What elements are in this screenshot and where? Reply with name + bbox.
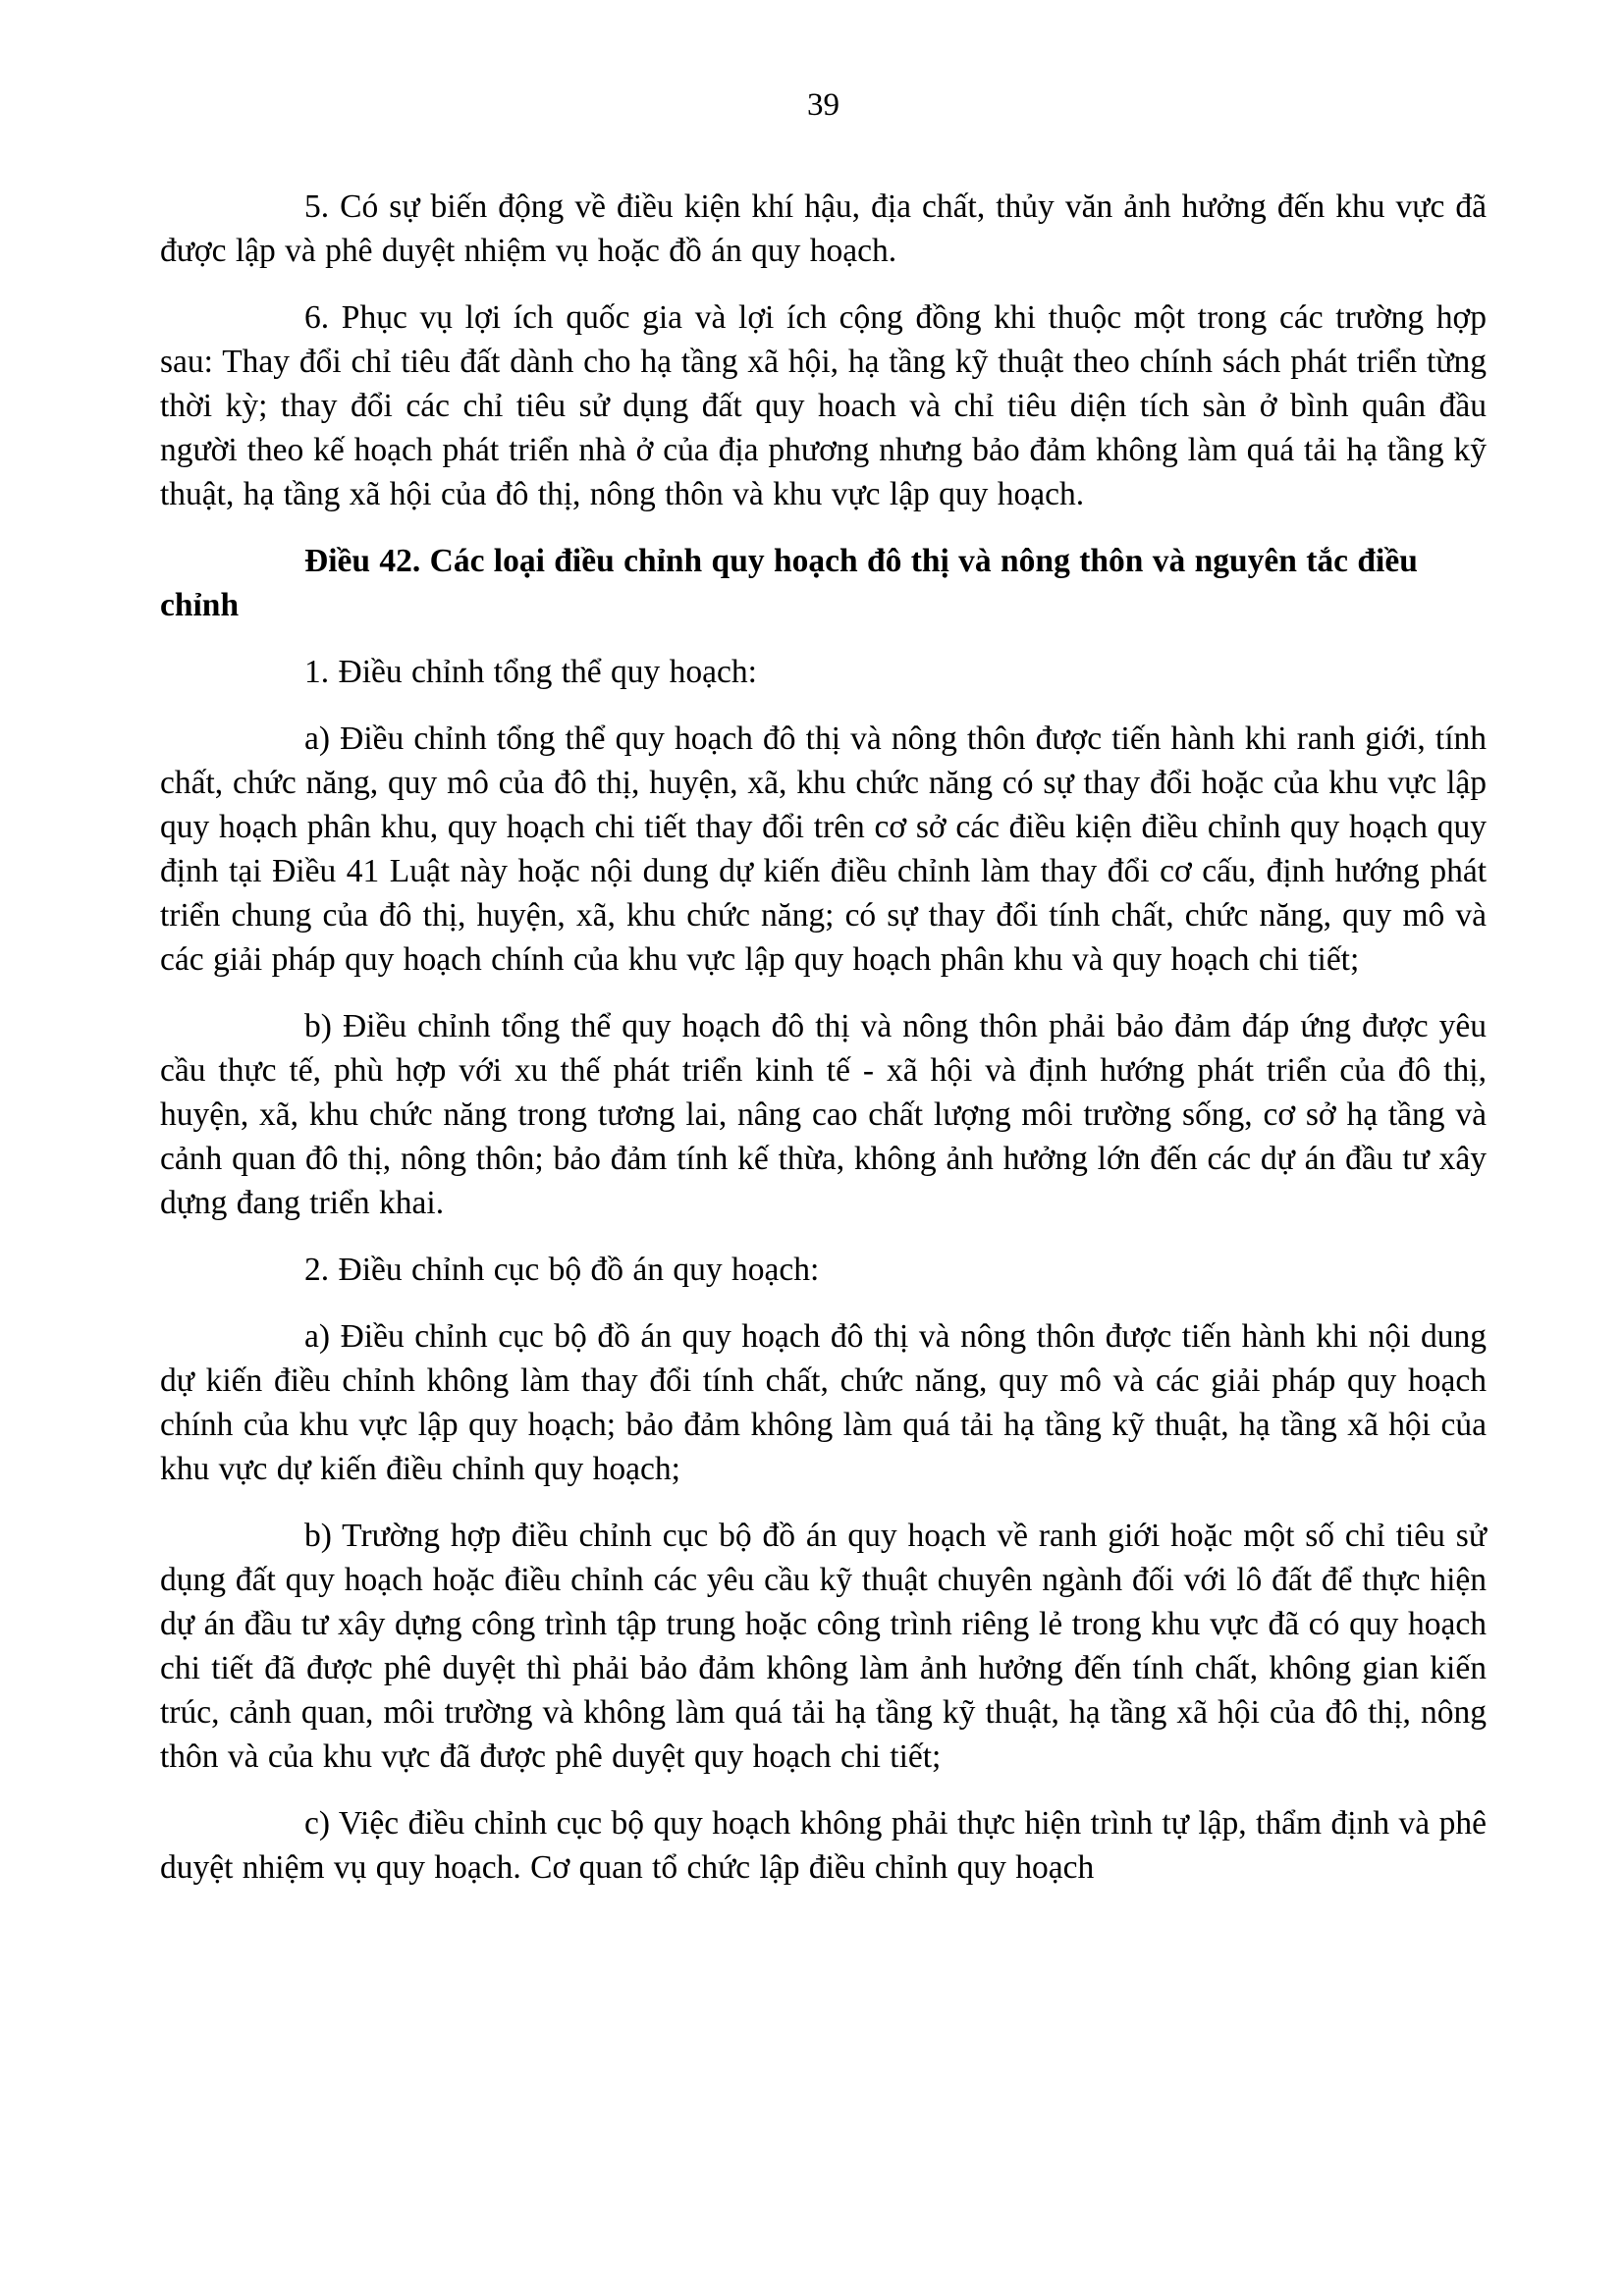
page-number: 39 (807, 87, 839, 123)
clause-2: 2. Điều chỉnh cục bộ đồ án quy hoạch: (304, 1252, 820, 1288)
clause-6: 6. Phục vụ lợi ích quốc gia và lợi ích cộng đồng khi thuộc một trong các trường hợp sau: Thay đổi chỉ tiêu đất dành cho hạ tầng xã hội, hạ tầng kỹ thuật theo chính sách phát triển từng thời kỳ; thay đổi các chỉ tiêu sử dụng đất quy hoach và chỉ tiêu diện tích sàn ở bình quân đầu người theo kế hoạch phát triển nhà ở của địa phương nhưng bảo đảm không làm quá tải hạ tầng kỹ thuật, hạ tầng xã hội của đô thị, nông thôn và khu vực lập quy hoạch. (160, 299, 1487, 512)
point-b-clause-2: b) Trường hợp điều chỉnh cục bộ đồ án quy hoạch về ranh giới hoặc một số chỉ tiêu sử dụng đất quy hoạch hoặc điều chỉnh các yêu cầu kỹ thuật chuyên ngành đối với lô đất để thực hiện dự án đầu tư xây dựng công trình tập trung hoặc công trình riêng lẻ trong khu vực đã có quy hoạch chi tiết đã được phê duyệt thì phải bảo đảm không làm ảnh hưởng đến tính chất, không gian kiến trúc, cảnh quan, môi trường và không làm quá tải hạ tầng kỹ thuật, hạ tầng xã hội của đô thị, nông thôn và của khu vực đã được phê duyệt quy hoạch chi tiết; (160, 1518, 1487, 1775)
point-a-clause-2: a) Điều chỉnh cục bộ đồ án quy hoạch đô thị và nông thôn được tiến hành khi nội dung dự kiến điều chỉnh không làm thay đổi tính chất, chức năng, quy mô và các giải pháp quy hoạch chính của khu vực lập quy hoạch; bảo đảm không làm quá tải hạ tầng kỹ thuật, hạ tầng xã hội của khu vực dự kiến điều chỉnh quy hoạch; (160, 1318, 1487, 1487)
point-c-clause-2: c) Việc điều chỉnh cục bộ quy hoạch không phải thực hiện trình tự lập, thẩm định và phê duyệt nhiệm vụ quy hoạch. Cơ quan tổ chức lập điều chỉnh quy hoạch (160, 1805, 1487, 1886)
article-42-heading: Điều 42. Các loại điều chỉnh quy hoạch đô thị và nông thôn và nguyên tắc điều chỉnh (160, 543, 1418, 623)
clause-5: 5. Có sự biến động về điều kiện khí hậu, địa chất, thủy văn ảnh hưởng đến khu vực đã được lập và phê duyệt nhiệm vụ hoặc đồ án quy hoạch. (160, 188, 1487, 269)
point-b-clause-1: b) Điều chỉnh tổng thể quy hoạch đô thị và nông thôn phải bảo đảm đáp ứng được yêu cầu thực tế, phù hợp với xu thế phát triển kinh tế - xã hội và định hướng phát triển của đô thị, huyện, xã, khu chức năng trong tương lai, nâng cao chất lượng môi trường sống, cơ sở hạ tầng và cảnh quan đô thị, nông thôn; bảo đảm tính kế thừa, không ảnh hưởng lớn đến các dự án đầu tư xây dựng đang triển khai. (160, 1008, 1487, 1221)
clause-1: 1. Điều chỉnh tổng thể quy hoạch: (304, 654, 757, 690)
point-a-clause-1: a) Điều chỉnh tổng thể quy hoạch đô thị và nông thôn được tiến hành khi ranh giới, tính chất, chức năng, quy mô của đô thị, huyện, xã, khu chức năng có sự thay đổi hoặc của khu vực lập quy hoạch phân khu, quy hoạch chi tiết thay đổi trên cơ sở các điều kiện điều chỉnh quy hoạch quy định tại Điều 41 Luật này hoặc nội dung dự kiến điều chỉnh làm thay đổi cơ cấu, định hướng phát triển chung của đô thị, huyện, xã, khu chức năng; có sự thay đổi tính chất, chức năng, quy mô và các giải pháp quy hoạch chính của khu vực lập quy hoạch phân khu và quy hoạch chi tiết; (160, 721, 1487, 978)
